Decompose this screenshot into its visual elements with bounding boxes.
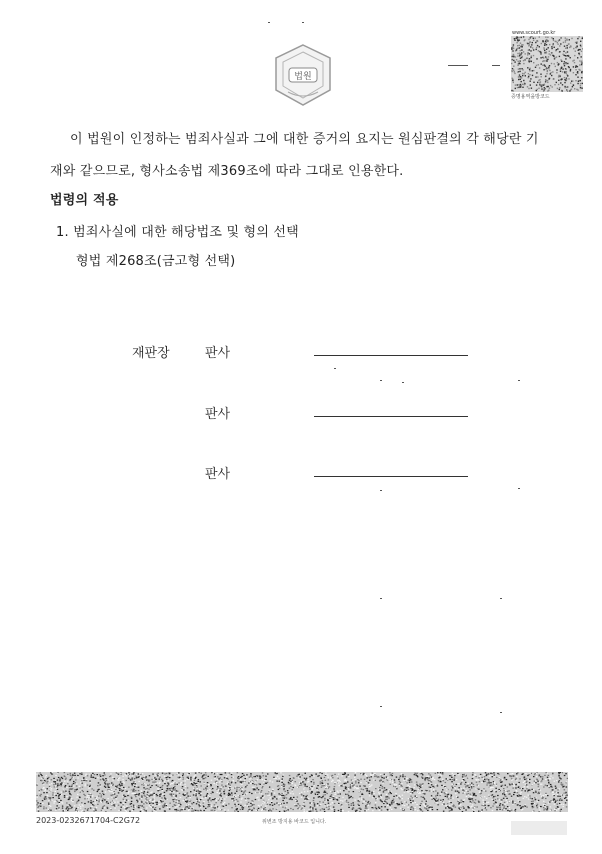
judge-label-1: 판사 xyxy=(205,346,231,361)
speck xyxy=(380,490,382,491)
speck xyxy=(500,712,502,713)
judge-label-2: 판사 xyxy=(205,407,231,422)
speck xyxy=(518,488,520,489)
speck xyxy=(492,65,500,66)
barcode-note: 위변조 방지용 바코드 입니다. xyxy=(262,819,327,825)
verify-url: www.scourt.go.kr xyxy=(512,30,556,36)
signature-line-2 xyxy=(314,416,468,417)
section-title: 법령의 적용 xyxy=(50,193,119,208)
court-seal-icon xyxy=(268,42,338,108)
presiding-judge-title: 재판장 xyxy=(132,346,170,361)
document-number: 2023-0232671704-C2G72 xyxy=(36,816,141,825)
speck xyxy=(334,368,336,369)
paragraph-line-1: 이 법원이 인정하는 범죄사실과 그에 대한 증거의 요지는 원심판결의 각 해당란 기 xyxy=(70,132,539,147)
anti-forgery-barcode xyxy=(36,772,568,812)
speck xyxy=(380,380,382,381)
signature-line-1 xyxy=(314,355,468,356)
speck xyxy=(380,706,382,707)
speck xyxy=(268,22,270,23)
page-number-shade xyxy=(511,821,567,835)
statute-item-1: 1. 범죄사실에 대한 해당법조 및 형의 선택 xyxy=(56,225,299,240)
verify-caption: 증명용역을방코드 xyxy=(511,94,550,100)
paragraph-line-2: 재와 같으므로, 형사소송법 제369조에 따라 그대로 인용한다. xyxy=(50,164,404,179)
seal-text: 법원 xyxy=(294,72,312,82)
speck xyxy=(500,598,502,599)
verification-qr-code xyxy=(511,30,583,92)
speck xyxy=(448,65,468,66)
signature-line-3 xyxy=(314,476,468,477)
speck xyxy=(302,22,304,23)
speck xyxy=(518,380,520,381)
speck xyxy=(380,598,382,599)
statute-item-1-detail: 형법 제268조(금고형 선택) xyxy=(76,254,236,269)
speck xyxy=(402,382,404,383)
judge-label-3: 판사 xyxy=(205,467,231,482)
